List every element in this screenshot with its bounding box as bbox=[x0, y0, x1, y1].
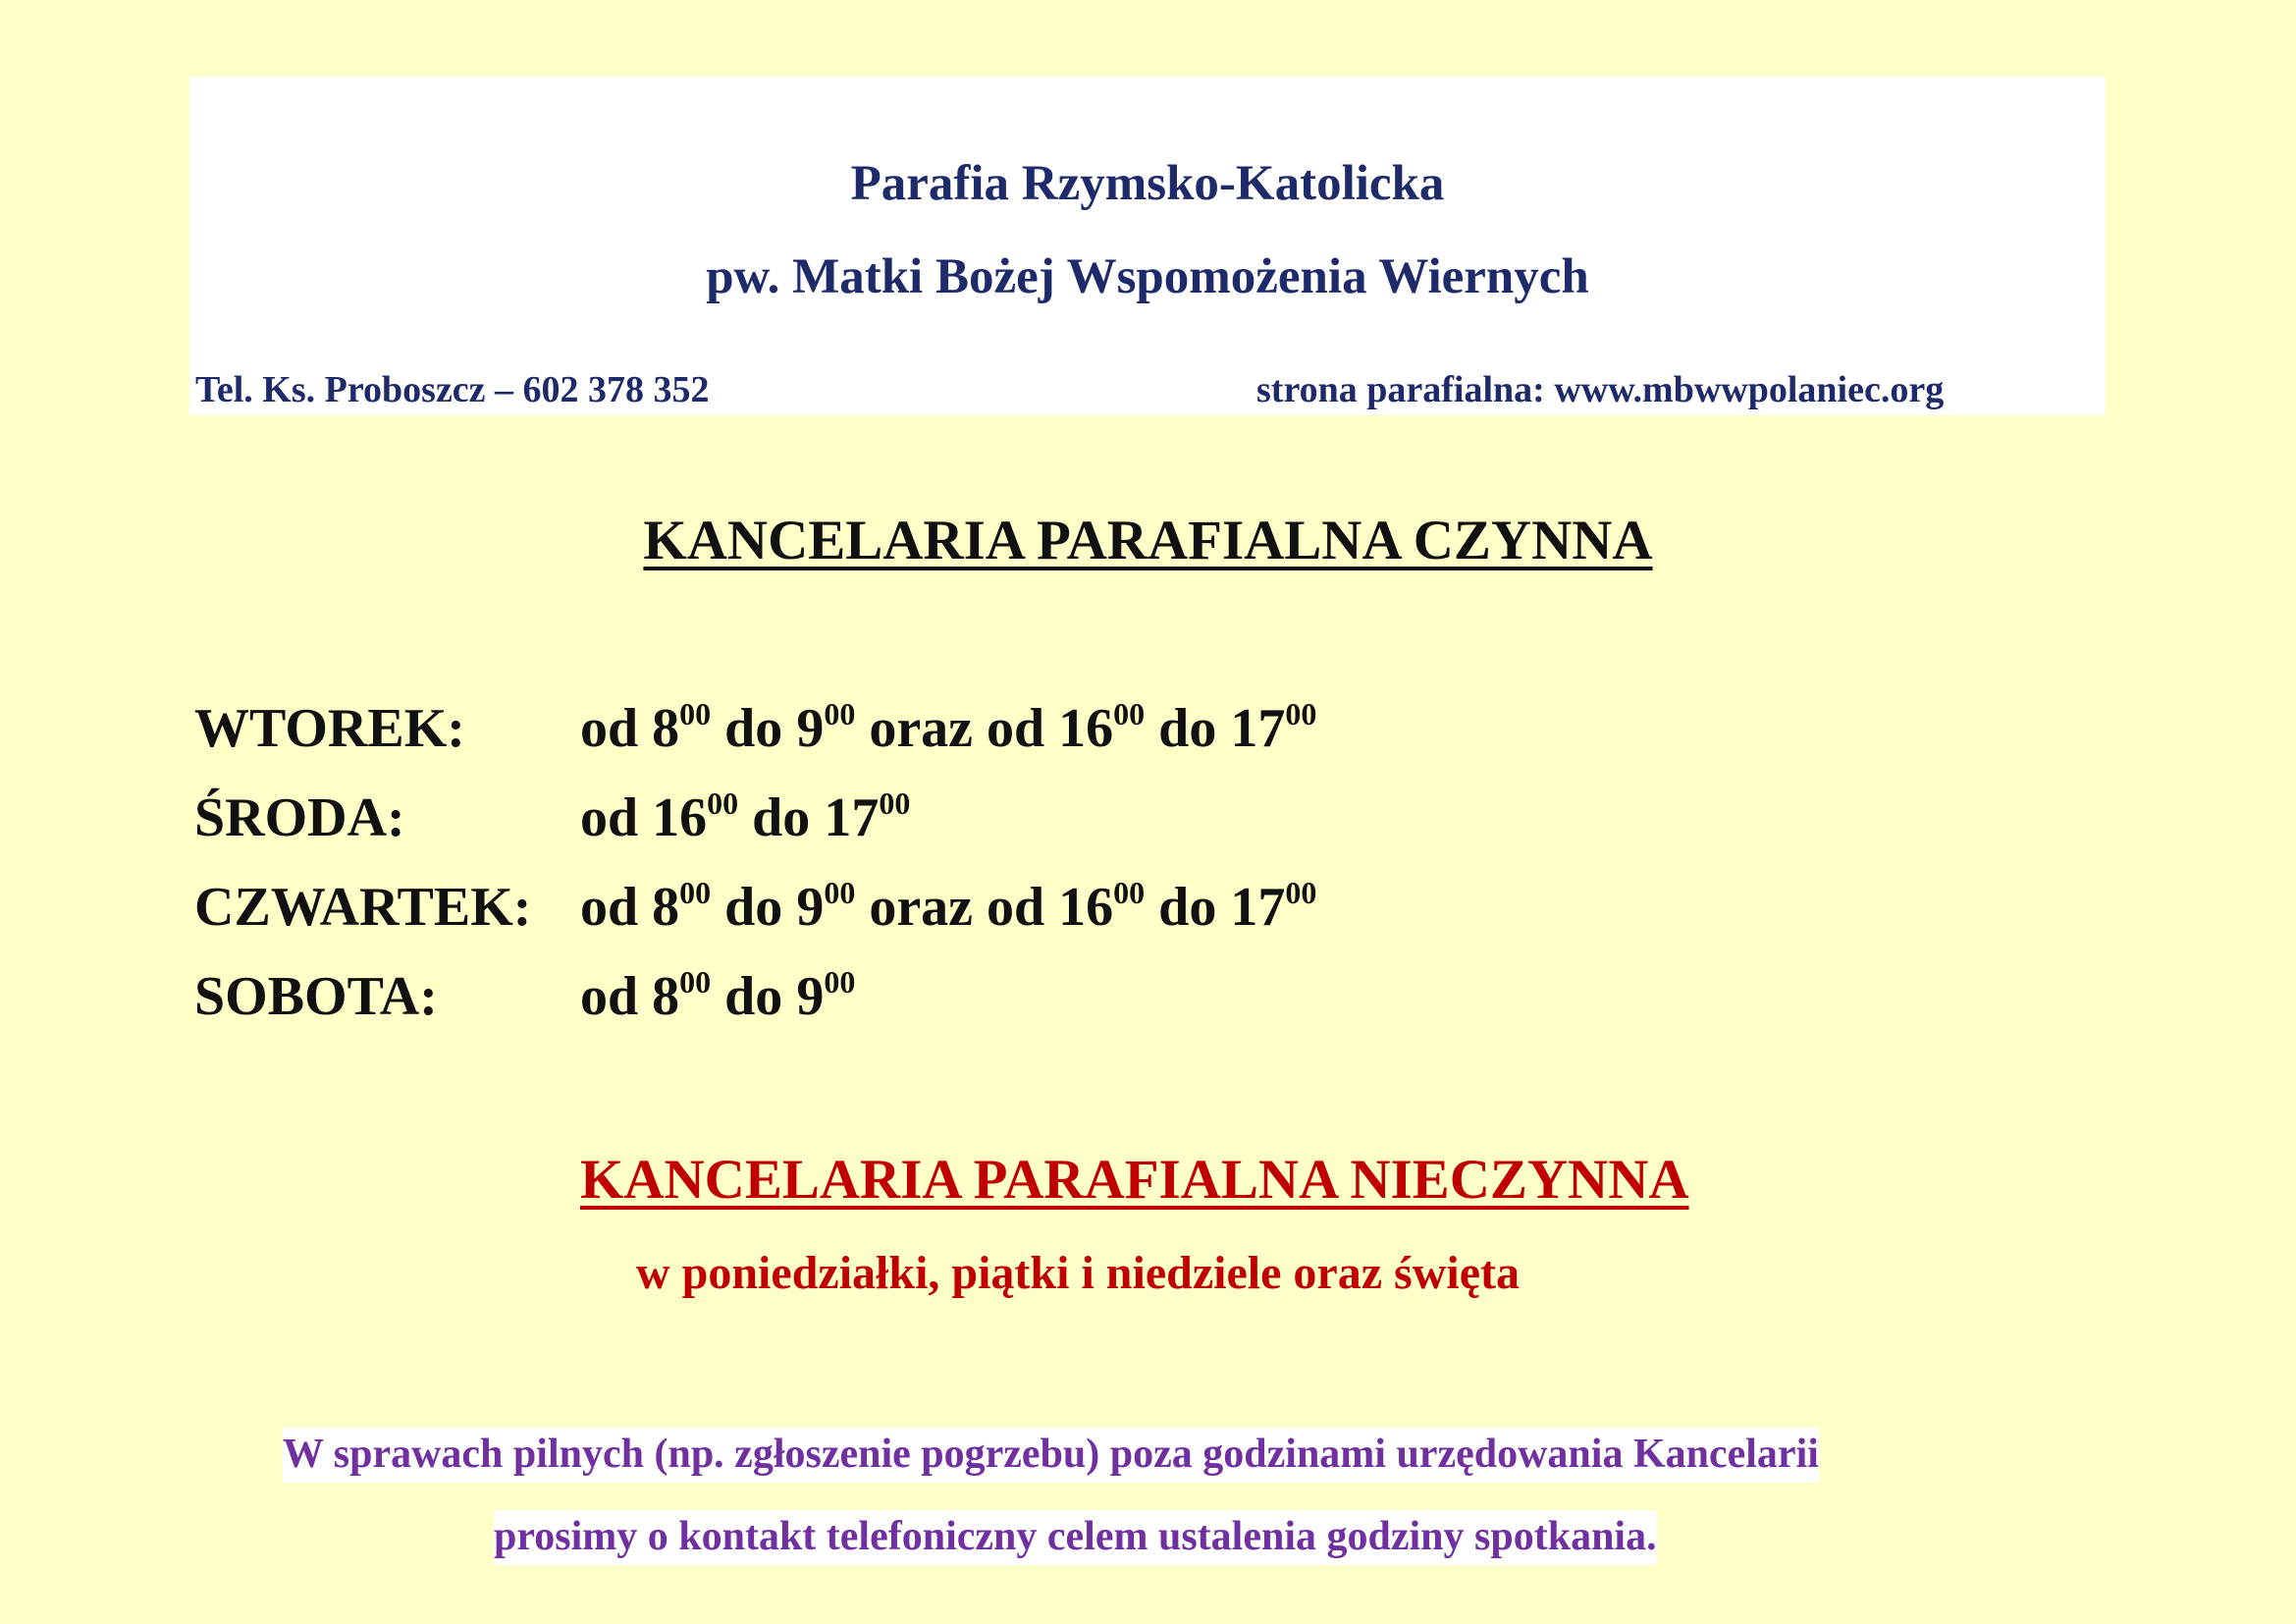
hour-value: 8 bbox=[652, 698, 680, 759]
hours-text: do bbox=[1145, 698, 1231, 759]
minute-value: 00 bbox=[707, 785, 739, 821]
schedule-hours bbox=[580, 876, 1316, 939]
pastor-phone: Tel. Ks. Proboszcz – 602 378 352 bbox=[195, 369, 710, 410]
hours-text: od bbox=[580, 966, 653, 1027]
minute-value: 00 bbox=[1285, 696, 1317, 731]
hour-value: 9 bbox=[796, 698, 825, 759]
hour-value: 16 bbox=[1058, 698, 1114, 759]
hour-value: 9 bbox=[796, 877, 825, 938]
hours-text: do bbox=[711, 877, 797, 938]
parish-website: strona parafialna: www.mbwwpolaniec.org bbox=[1256, 369, 1945, 410]
minute-value: 00 bbox=[879, 785, 911, 821]
hours-text: od bbox=[580, 787, 653, 848]
hour-value: 8 bbox=[652, 877, 680, 938]
schedule-day: SOBOTA: bbox=[194, 966, 438, 1027]
hours-text: do bbox=[1145, 877, 1231, 938]
hours-text: od bbox=[580, 698, 653, 759]
hour-value: 8 bbox=[652, 966, 680, 1027]
hours-text: od bbox=[580, 877, 653, 938]
hour-value: 17 bbox=[1230, 877, 1286, 938]
schedule-hours bbox=[580, 965, 855, 1028]
schedule-day: CZWARTEK: bbox=[194, 877, 532, 938]
office-closed-days: w poniedziałki, piątki i niedziele oraz święta bbox=[636, 1247, 1520, 1299]
hour-value: 17 bbox=[824, 787, 880, 848]
minute-value: 00 bbox=[1113, 875, 1146, 910]
hours-text: do bbox=[738, 787, 825, 848]
minute-value: 00 bbox=[679, 964, 712, 1000]
hours-text: do bbox=[711, 966, 797, 1027]
parish-header bbox=[189, 77, 2106, 415]
urgent-note-line-2: prosimy o kontakt telefoniczny celem ustalenia godziny spotkania. bbox=[494, 1510, 1657, 1565]
schedule-hours bbox=[580, 786, 910, 849]
office-closed-title: KANCELARIA PARAFIALNA NIECZYNNA bbox=[580, 1149, 1689, 1211]
urgent-note-line-1: W sprawach pilnych (np. zgłoszenie pogrzebu) poza godzinami urzędowania Kancelarii bbox=[283, 1428, 1819, 1483]
schedule-day: ŚRODA: bbox=[194, 787, 405, 848]
parish-name: Parafia Rzymsko-Katolicka bbox=[850, 156, 1445, 211]
minute-value: 00 bbox=[824, 875, 856, 910]
schedule-hours bbox=[580, 697, 1316, 760]
hour-value: 16 bbox=[1058, 877, 1114, 938]
hour-value: 16 bbox=[652, 787, 708, 848]
hour-value: 17 bbox=[1230, 698, 1286, 759]
office-open-title: KANCELARIA PARAFIALNA CZYNNA bbox=[643, 510, 1653, 571]
parish-patron: pw. Matki Bożej Wspomożenia Wiernych bbox=[706, 249, 1589, 304]
minute-value: 00 bbox=[824, 696, 856, 731]
hours-text: oraz od bbox=[855, 877, 1059, 938]
minute-value: 00 bbox=[1113, 696, 1146, 731]
hour-value: 9 bbox=[796, 966, 825, 1027]
minute-value: 00 bbox=[679, 696, 712, 731]
hours-text: oraz od bbox=[855, 698, 1059, 759]
minute-value: 00 bbox=[1285, 875, 1317, 910]
hours-text: do bbox=[711, 698, 797, 759]
schedule-day: WTOREK: bbox=[194, 698, 465, 759]
minute-value: 00 bbox=[824, 964, 856, 1000]
minute-value: 00 bbox=[679, 875, 712, 910]
